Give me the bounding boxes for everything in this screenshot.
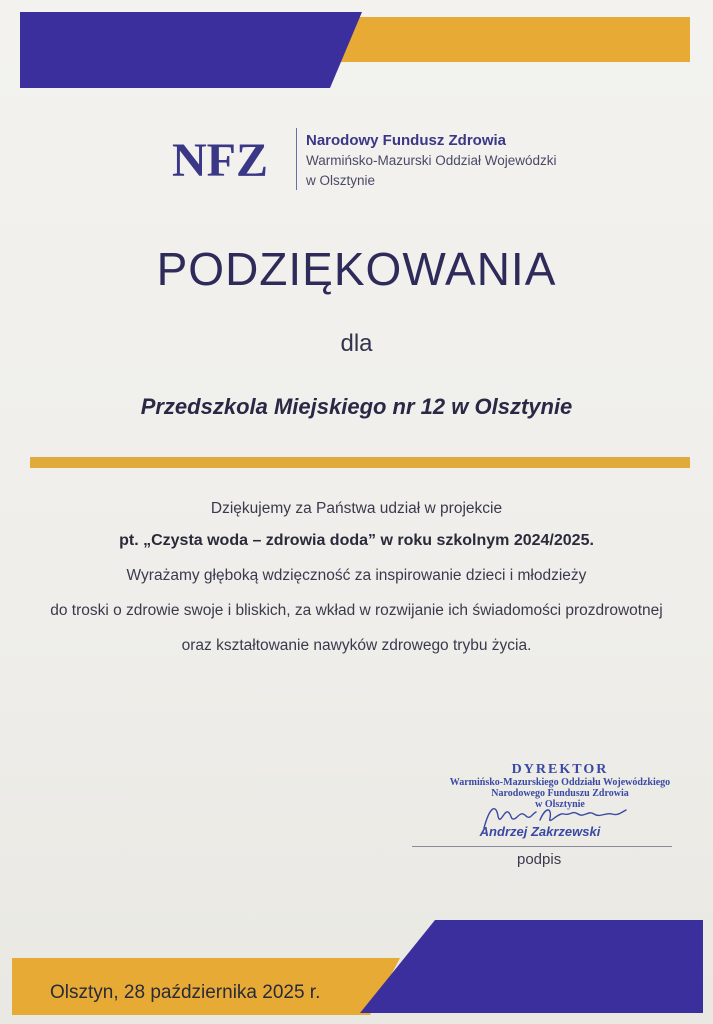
project-line: pt. „Czysta woda – zdrowia doda” w roku szkolnym 2024/2025.	[119, 532, 594, 549]
stamp-line-1: Warmińsko-Mazurskiego Oddziału Wojewódzkiego	[449, 777, 671, 788]
top-gold-band	[300, 17, 690, 62]
nfz-logo	[172, 133, 288, 183]
recipient-name: Przedszkola Miejskiego nr 12 w Olsztynie	[140, 394, 573, 419]
top-purple-band	[20, 12, 362, 88]
org-branch: Warmińsko-Mazurski Oddział Wojewódzki	[306, 153, 557, 168]
body-line-3: Wyrażamy głęboką wdzięczność za inspirowanie dzieci i młodzieży	[126, 567, 587, 584]
certificate-title: PODZIĘKOWANIA	[156, 243, 557, 295]
gold-divider	[30, 457, 690, 468]
bottom-decorative-bands	[0, 915, 713, 1024]
bottom-purple-band	[360, 920, 703, 1013]
stamp-line-2: Narodowego Funduszu Zdrowia	[491, 788, 629, 799]
signatory-name: Andrzej Zakrzewski	[479, 824, 601, 839]
stamp-title: DYREKTOR	[511, 762, 609, 777]
signature-line	[412, 846, 672, 847]
top-decorative-bands	[0, 0, 713, 100]
body-line-4: do troski o zdrowie swoje i bliskich, za wkład w rozwijanie ich świadomości prozdrowotnej	[50, 602, 663, 619]
nfz-logo-mark: NFZ	[172, 134, 268, 183]
body-line-1: Dziękujemy za Państwa udział w projekcie	[210, 500, 503, 517]
for-label: dla	[340, 330, 373, 357]
org-name: Narodowy Fundusz Zdrowia	[306, 132, 507, 149]
place-and-date: Olsztyn, 28 października 2025 r.	[50, 982, 321, 1003]
org-city: w Olsztynie	[306, 173, 376, 188]
logo-divider	[296, 128, 297, 190]
stamp-line-3: w Olsztynie	[535, 799, 585, 810]
body-line-5: oraz kształtowanie nawyków zdrowego trybu życia.	[181, 637, 532, 654]
signature-label: podpis	[517, 851, 562, 868]
